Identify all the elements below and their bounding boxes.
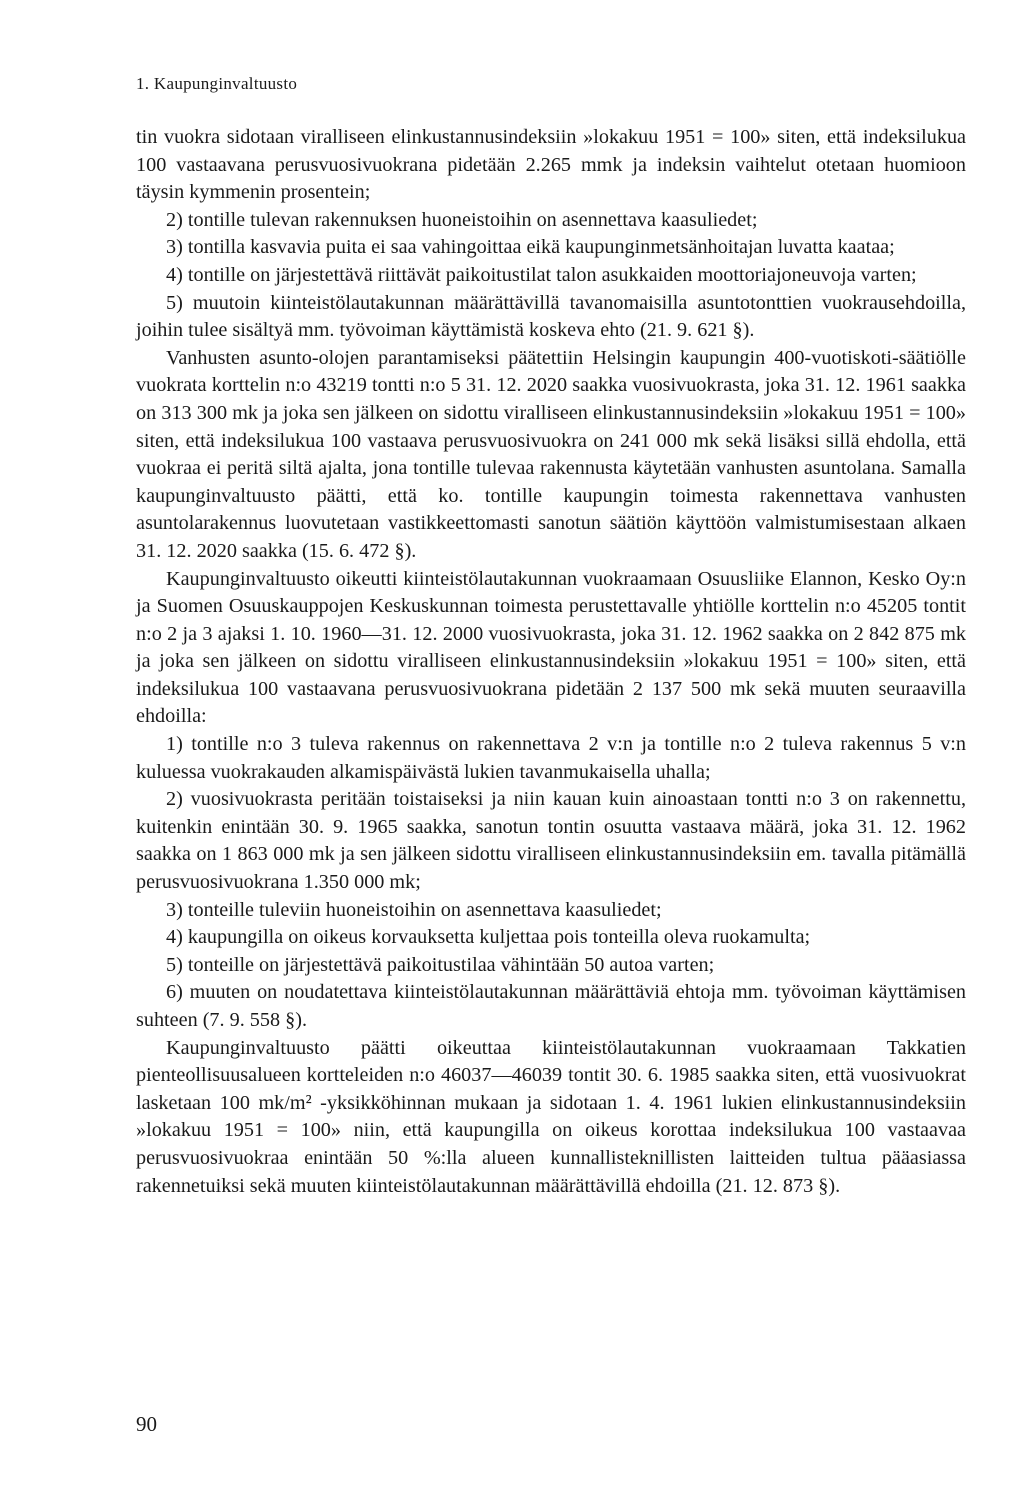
paragraph-takkatie-lease: Kaupunginvaltuusto päätti oikeuttaa kiinteistölautakunnan vuokraamaan Takkatien pienteollisuusalueen kortteleiden n:o 46037—46039 tontit 30. 6. 1985 saakka siten, että vuosivuokrat lasketaan 100 mk/m² -yksikköhinnan mukaan ja sidotaan 1. 4. 1961 lukien elinkustannusindeksiin »lokakuu 1951 = 100» niin, että kaupungilla on oikeus korottaa indeksilukua 100 vastaavaa perusvuosivuokraa enintään 50 %:lla alueen kunnallisteknillisten laitteiden tultua pääasiassa rakennetuiksi sekä muuten kiinteistölautakunnan määrättävillä ehdoilla (21. 12. 873 §). [136,1036,966,1197]
paragraph-lease-condition-2: 2) vuosivuokrasta peritään toistaiseksi ja niin kauan kuin ainoastaan tontti n:o 3 on rakennettu, kuitenkin enintään 30. 9. 1965 saakka, sanotun tontin osuutta vastaava määrä, joka 31. 12. 1962 saakka on 1 863 000 mk ja sen jälkeen sidottu viralliseen elinkustannusindeksiin em. tavalla pitämällä perusvuosivuokrana 1.350 000 mk; [136,788,966,894]
paragraph-condition-3: 3) tontilla kasvavia puita ei saa vahingoittaa eikä kaupunginmetsänhoitajan luvatta kaataa; [166,236,895,259]
paragraph-elderly-housing: Vanhusten asunto-olojen parantamiseksi päätettiin Helsingin kaupungin 400-vuotiskoti-säätiölle vuokrata korttelin n:o 43219 tontti n:o 5 31. 12. 2020 saakka vuosivuokrasta, joka 31. 12. 1961 saakka on 313 300 mk ja joka sen jälkeen on sidottu viralliseen elinkustannusindeksiin »lokakuu 1951 = 100» siten, että indeksilukua 100 vastaava perusvuosivuokra on 241 000 mk sekä lisäksi sillä ehdolla, että vuokraa ei peritä siltä ajalta, jona tontille tulevaa rakennusta käytetään vanhusten asuntolana. Samalla kaupunginvaltuusto päätti, että ko. tontille kaupungin toimesta rakennettava vanhusten asuntolarakennus luovutetaan vastikkeettomasti sanotun säätiön käyttöön valmistumisestaan alkaen 31. 12. 2020 saakka (15. 6. 472 §). [136,346,966,562]
body-text [136,124,966,1200]
page-number: 90 [136,1412,157,1436]
paragraph-lease-condition-6: 6) muuten on noudatettava kiinteistölautakunnan määrättäviä ehtoja mm. työvoiman käyttämisen suhteen (7. 9. 558 §). [136,981,966,1031]
paragraph-condition-2: 2) tontille tulevan rakennuksen huoneistoihin on asennettava kaasuliedet; [166,208,758,231]
paragraph-continuation: tin vuokra sidotaan viralliseen elinkustannusindeksiin »lokakuu 1951 = 100» siten, että indeksilukua 100 vastaavana perusvuosivuokrana pidetään 2.265 mmk ja indeksin vaihtelut otetaan huomioon täysin kymmenin prosentein; [136,126,966,204]
paragraph-lease-condition-5: 5) tonteille on järjestettävä paikoitustilaa vähintään 50 autoa varten; [166,953,715,976]
paragraph-lease-condition-4: 4) kaupungilla on oikeus korvauksetta kuljettaa pois tonteilla oleva ruokamulta; [166,926,811,949]
paragraph-condition-5: 5) muutoin kiinteistölautakunnan määrättävillä tavanomaisilla asuntotonttien vuokrausehdoilla, joihin tulee sisältyä mm. työvoiman käyttämistä koskeva ehto (21. 9. 621 §). [136,291,966,342]
paragraph-elanto-lease: Kaupunginvaltuusto oikeutti kiinteistölautakunnan vuokraamaan Osuusliike Elannon, Kesko Oy:n ja Suomen Osuuskauppojen Keskuskunnan toimesta perustettavalle yhtiölle korttelin n:o 45205 tontit n:o 2 ja 3 ajaksi 1. 10. 1960—31. 12. 2000 vuosivuokrasta, joka 31. 12. 1962 saakka on 2 842 875 mk ja joka sen jälkeen on sidottu viralliseen elinkustannusindeksiin »lokakuu 1951 = 100» siten, että indeksilukua 100 vastaavana perusvuosivuokrana pidetään 2 137 500 mk sekä muuten seuraavilla ehdoilla: [136,567,966,728]
paragraph-lease-condition-3: 3) tonteille tuleviin huoneistoihin on asennettava kaasuliedet; [166,898,662,921]
paragraph-condition-4: 4) tontille on järjestettävä riittävät paikoitustilat talon asukkaiden moottoriajoneuvoja varten; [166,263,917,286]
paragraph-lease-condition-1: 1) tontille n:o 3 tuleva rakennus on rakennettava 2 v:n ja tontille n:o 2 tuleva rakennus 5 v:n kuluessa vuokrakauden alkamispäivästä lukien tavanmukaisella uhalla; [136,733,966,783]
running-head: 1. Kaupunginvaltuusto [136,74,298,93]
